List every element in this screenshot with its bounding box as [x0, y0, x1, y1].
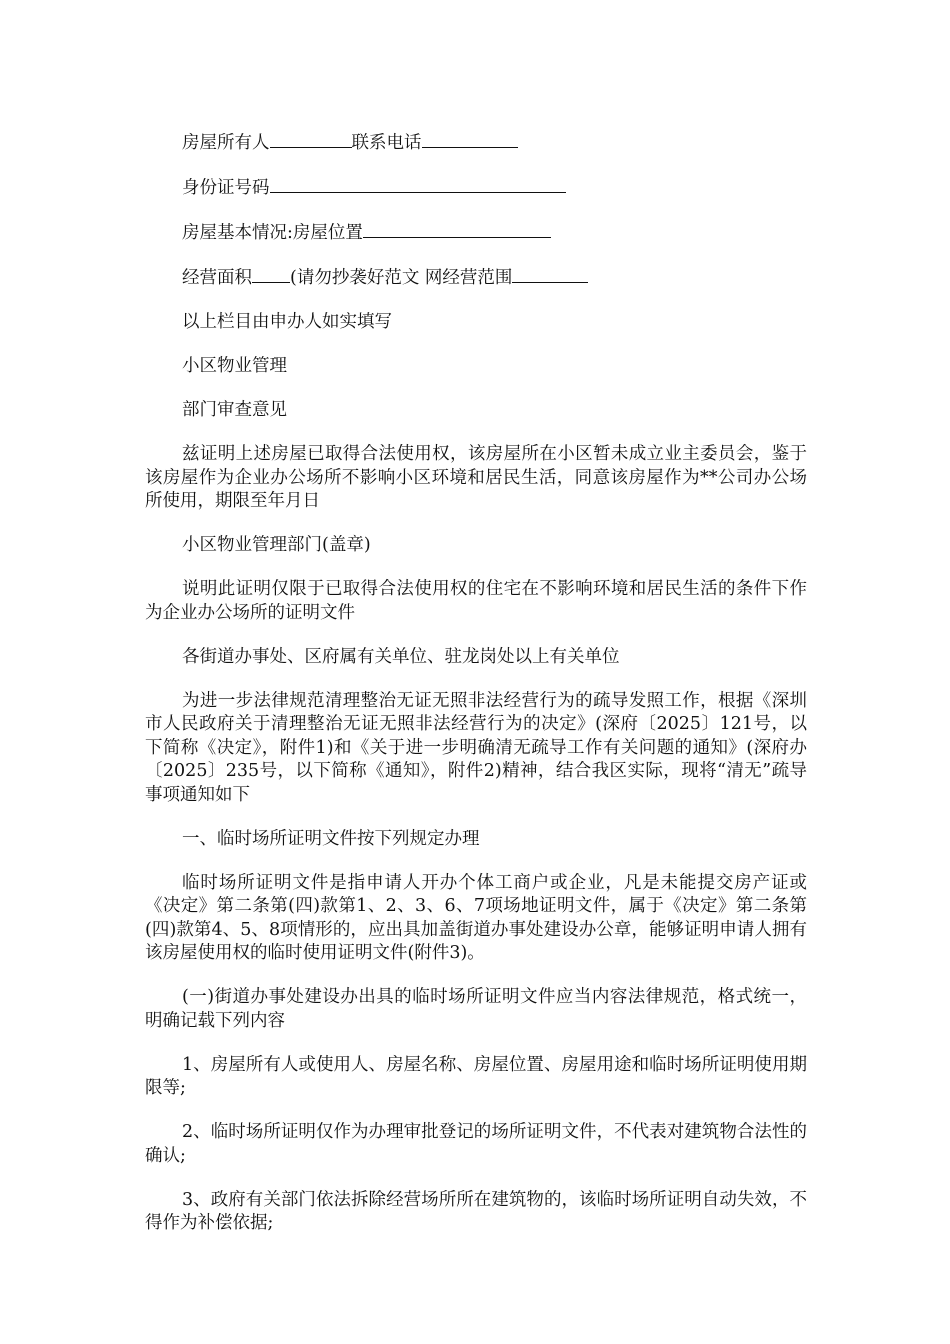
paragraph-13: 2、临时场所证明仅作为办理审批登记的场所证明文件，不代表对建筑物合法性的确认; — [145, 1122, 807, 1166]
owner-label: 房屋所有人 — [182, 133, 270, 153]
paragraph-7: 各街道办事处、区府属有关单位、驻龙岗处以上有关单位 — [182, 646, 620, 667]
paragraph-12: 1、房屋所有人或使用人、房屋名称、房屋位置、房屋用途和临时场所证明使用期限等; — [145, 1054, 807, 1098]
phone-blank — [422, 131, 518, 148]
document-body — [145, 131, 807, 1256]
owner-phone-field-line — [145, 131, 807, 156]
phone-label: 联系电话 — [351, 133, 422, 153]
paragraph-14: 3、政府有关部门依法拆除经营场所所在建筑物的，该临时场所证明自动失效，不得作为补偿依据; — [145, 1189, 807, 1233]
paragraph-8: 为进一步法律规范清理整治无证无照非法经营行为的疏导发照工作，根据《深圳市人民政府关于清理整治无证无照非法经营行为的决定》(深府〔2025〕121号，以下简称《决定》，附件1)和《关于进一步明确清无疏导工作有关问题的通知》(深府办〔2025〕235号，以下简称《通知》，附件2)精神，结合我区实际，现将“清无”疏导事项通知如下 — [145, 690, 807, 805]
location-blank — [363, 221, 551, 238]
area-field-line — [145, 266, 807, 291]
paragraph-1: 以上栏目由申办人如实填写 — [182, 312, 392, 332]
owner-blank — [270, 131, 352, 148]
location-field-line — [145, 221, 807, 246]
id-label: 身份证号码 — [182, 178, 270, 198]
paragraph-11: (一)街道办事处建设办出具的临时场所证明文件应当内容法律规范，格式统一，明确记载下列内容 — [145, 987, 807, 1031]
area-blank — [252, 266, 290, 283]
area-text: (请勿抄袭好范文 网经营范围 — [290, 268, 513, 288]
area-label: 经营面积 — [182, 268, 252, 288]
scope-blank — [512, 266, 588, 283]
paragraph-9: 一、临时场所证明文件按下列规定办理 — [182, 828, 480, 849]
paragraph-4: 兹证明上述房屋已取得合法使用权，该房屋所在小区暂未成立业主委员会，鉴于该房屋作为企业办公场所不影响小区环境和居民生活，同意该房屋作为**公司办公场所使用，期限至年月日 — [145, 444, 807, 511]
id-blank — [270, 176, 566, 193]
basic-info-label: 房屋基本情况:房屋位置 — [182, 223, 363, 243]
paragraph-2: 小区物业管理 — [182, 356, 287, 376]
id-field-line — [145, 176, 807, 201]
paragraph-6: 说明此证明仅限于已取得合法使用权的住宅在不影响环境和居民生活的条件下作为企业办公场所的证明文件 — [145, 579, 807, 623]
paragraph-10: 临时场所证明文件是指申请人开办个体工商户或企业，凡是未能提交房产证或《决定》第二条第(四)款第1、2、3、6、7项场地证明文件，属于《决定》第二条第(四)款第4、5、8项情形的，应出具加盖街道办事处建设办公章，能够证明申请人拥有该房屋使用权的临时使用证明文件(附件3)。 — [145, 872, 807, 963]
paragraph-5: 小区物业管理部门(盖章) — [182, 535, 371, 555]
paragraph-3: 部门审查意见 — [182, 400, 287, 420]
